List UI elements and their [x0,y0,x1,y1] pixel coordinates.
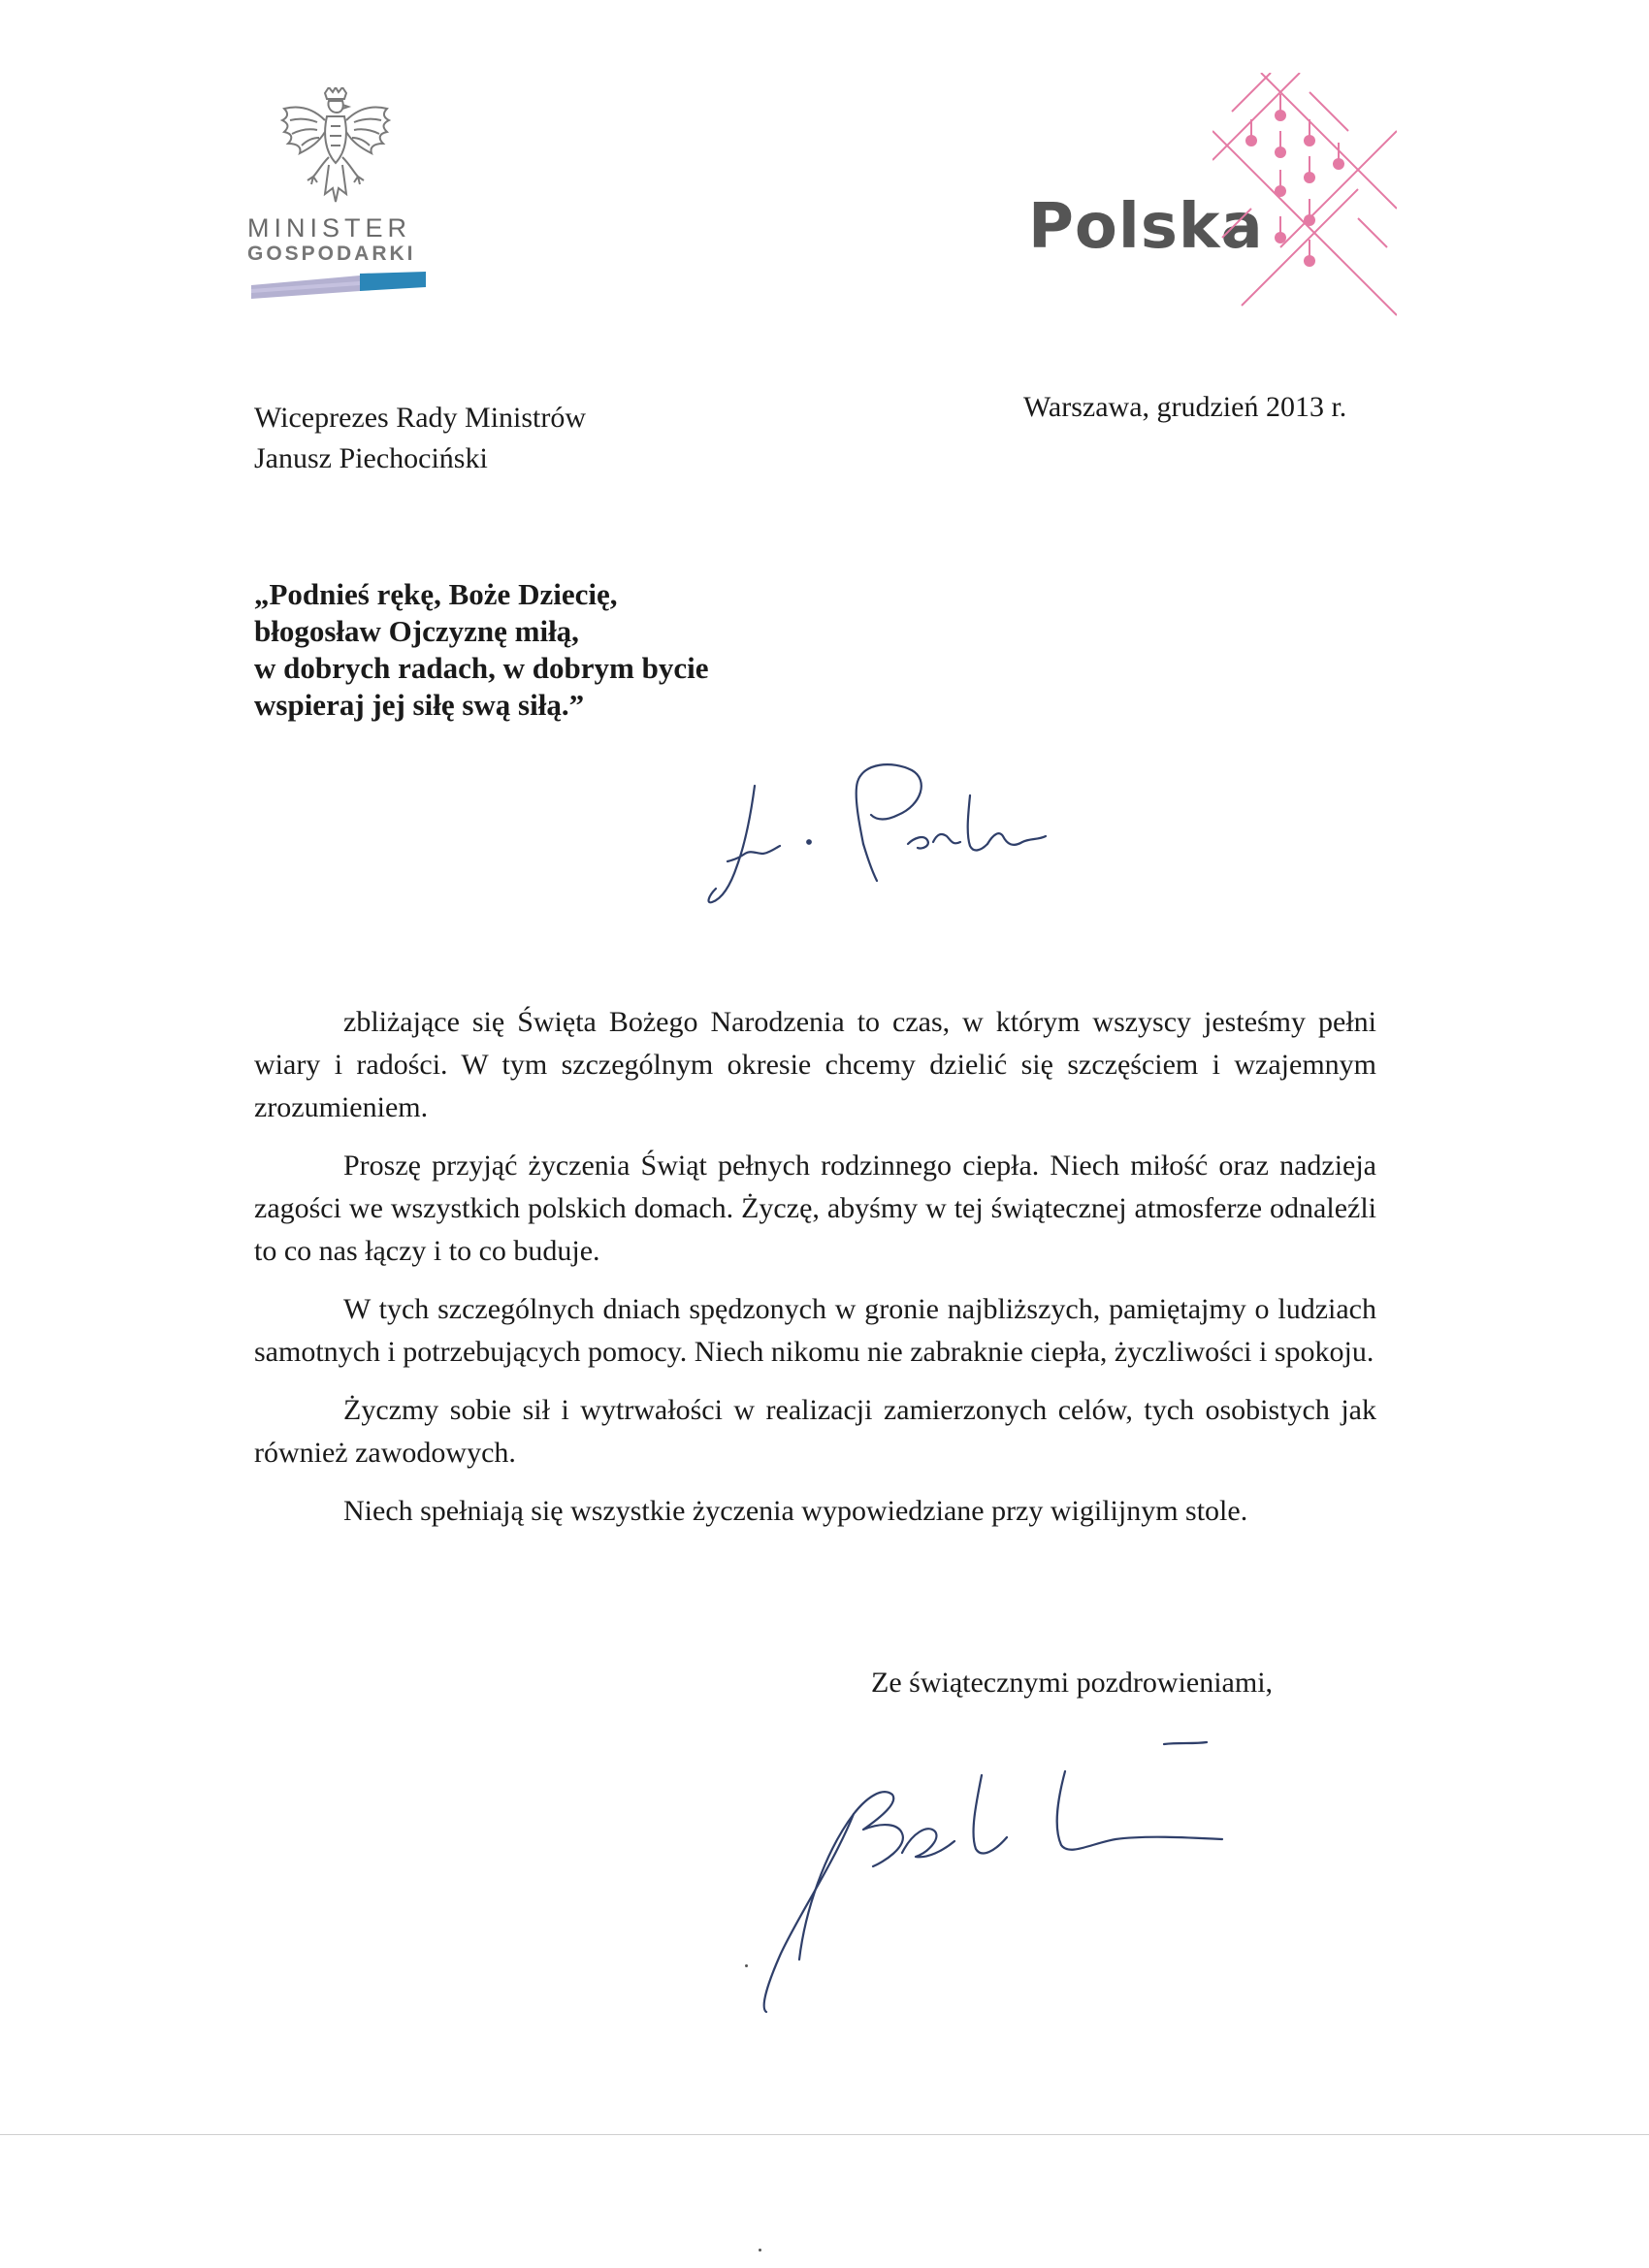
eagle-emblem-icon [278,87,393,213]
quote-line-2: błogosław Ojczyznę miłą, [254,614,579,648]
polska-pattern-icon [1212,73,1397,325]
quote-line-3: w dobrych radach, w dobrym bycie [254,651,709,685]
polska-wordmark: Polska [1028,191,1264,263]
ministry-line-1: MINISTER [247,213,412,243]
letter-body [254,1001,1376,1548]
ministry-logo [247,87,432,310]
ministry-name [247,213,432,266]
body-paragraph-4: Życzmy sobie sił i wytrwałości w realizacji zamierzonych celów, tych osobistych jak również zawodowych. [254,1394,1376,1469]
scan-edge-line [0,2134,1649,2135]
sender-name: Janusz Piechociński [254,442,488,474]
body-paragraph-3: W tych szczególnych dniach spędzonych w gronie najbliższych, pamiętajmy o ludziach samotnych i potrzebujących pomocy. Niech nikomu nie zabraknie ciepła, życzliwości i spokoju. [254,1293,1376,1368]
closing-phrase: Ze świątecznymi pozdrowieniami, [871,1667,1274,1699]
body-paragraph-2: Proszę przyjąć życzenia Świąt pełnych rodzinnego ciepła. Niech miłość oraz nadzieja zagości we wszystkich polskich domach. Życzę, abyśmy w tej świątecznej atmosferze odnaleźli to co nas łączy i to co buduje. [254,1150,1376,1267]
ministry-line-2: GOSPODARKI [247,243,416,265]
sender-title: Wiceprezes Rady Ministrów [254,402,587,434]
body-paragraph-1: zbliżające się Święta Bożego Narodzenia to czas, w którym wszyscy jesteśmy pełni wiary i radości. W tym szczególnym okresie chcemy dzielić się szczęściem i wzajemnym zrozumieniem. [254,1006,1376,1123]
greeting-signature [679,757,1222,922]
letter-date: Warszawa, grudzień 2013 r. [1023,391,1347,423]
polska-logo [1028,73,1397,325]
closing-signature [737,1736,1319,2057]
scan-dot [745,1964,748,1967]
ministry-color-bars-icon [251,272,426,301]
scan-dot [759,2249,761,2252]
carol-quote [254,576,708,724]
sender-block [254,398,586,479]
quote-line-1: „Podnieś rękę, Boże Dziecię, [254,577,618,611]
body-paragraph-5: Niech spełniają się wszystkie życzenia wypowiedziane przy wigilijnym stole. [343,1495,1248,1527]
quote-line-4: wspieraj jej siłę swą siłą.” [254,688,585,722]
